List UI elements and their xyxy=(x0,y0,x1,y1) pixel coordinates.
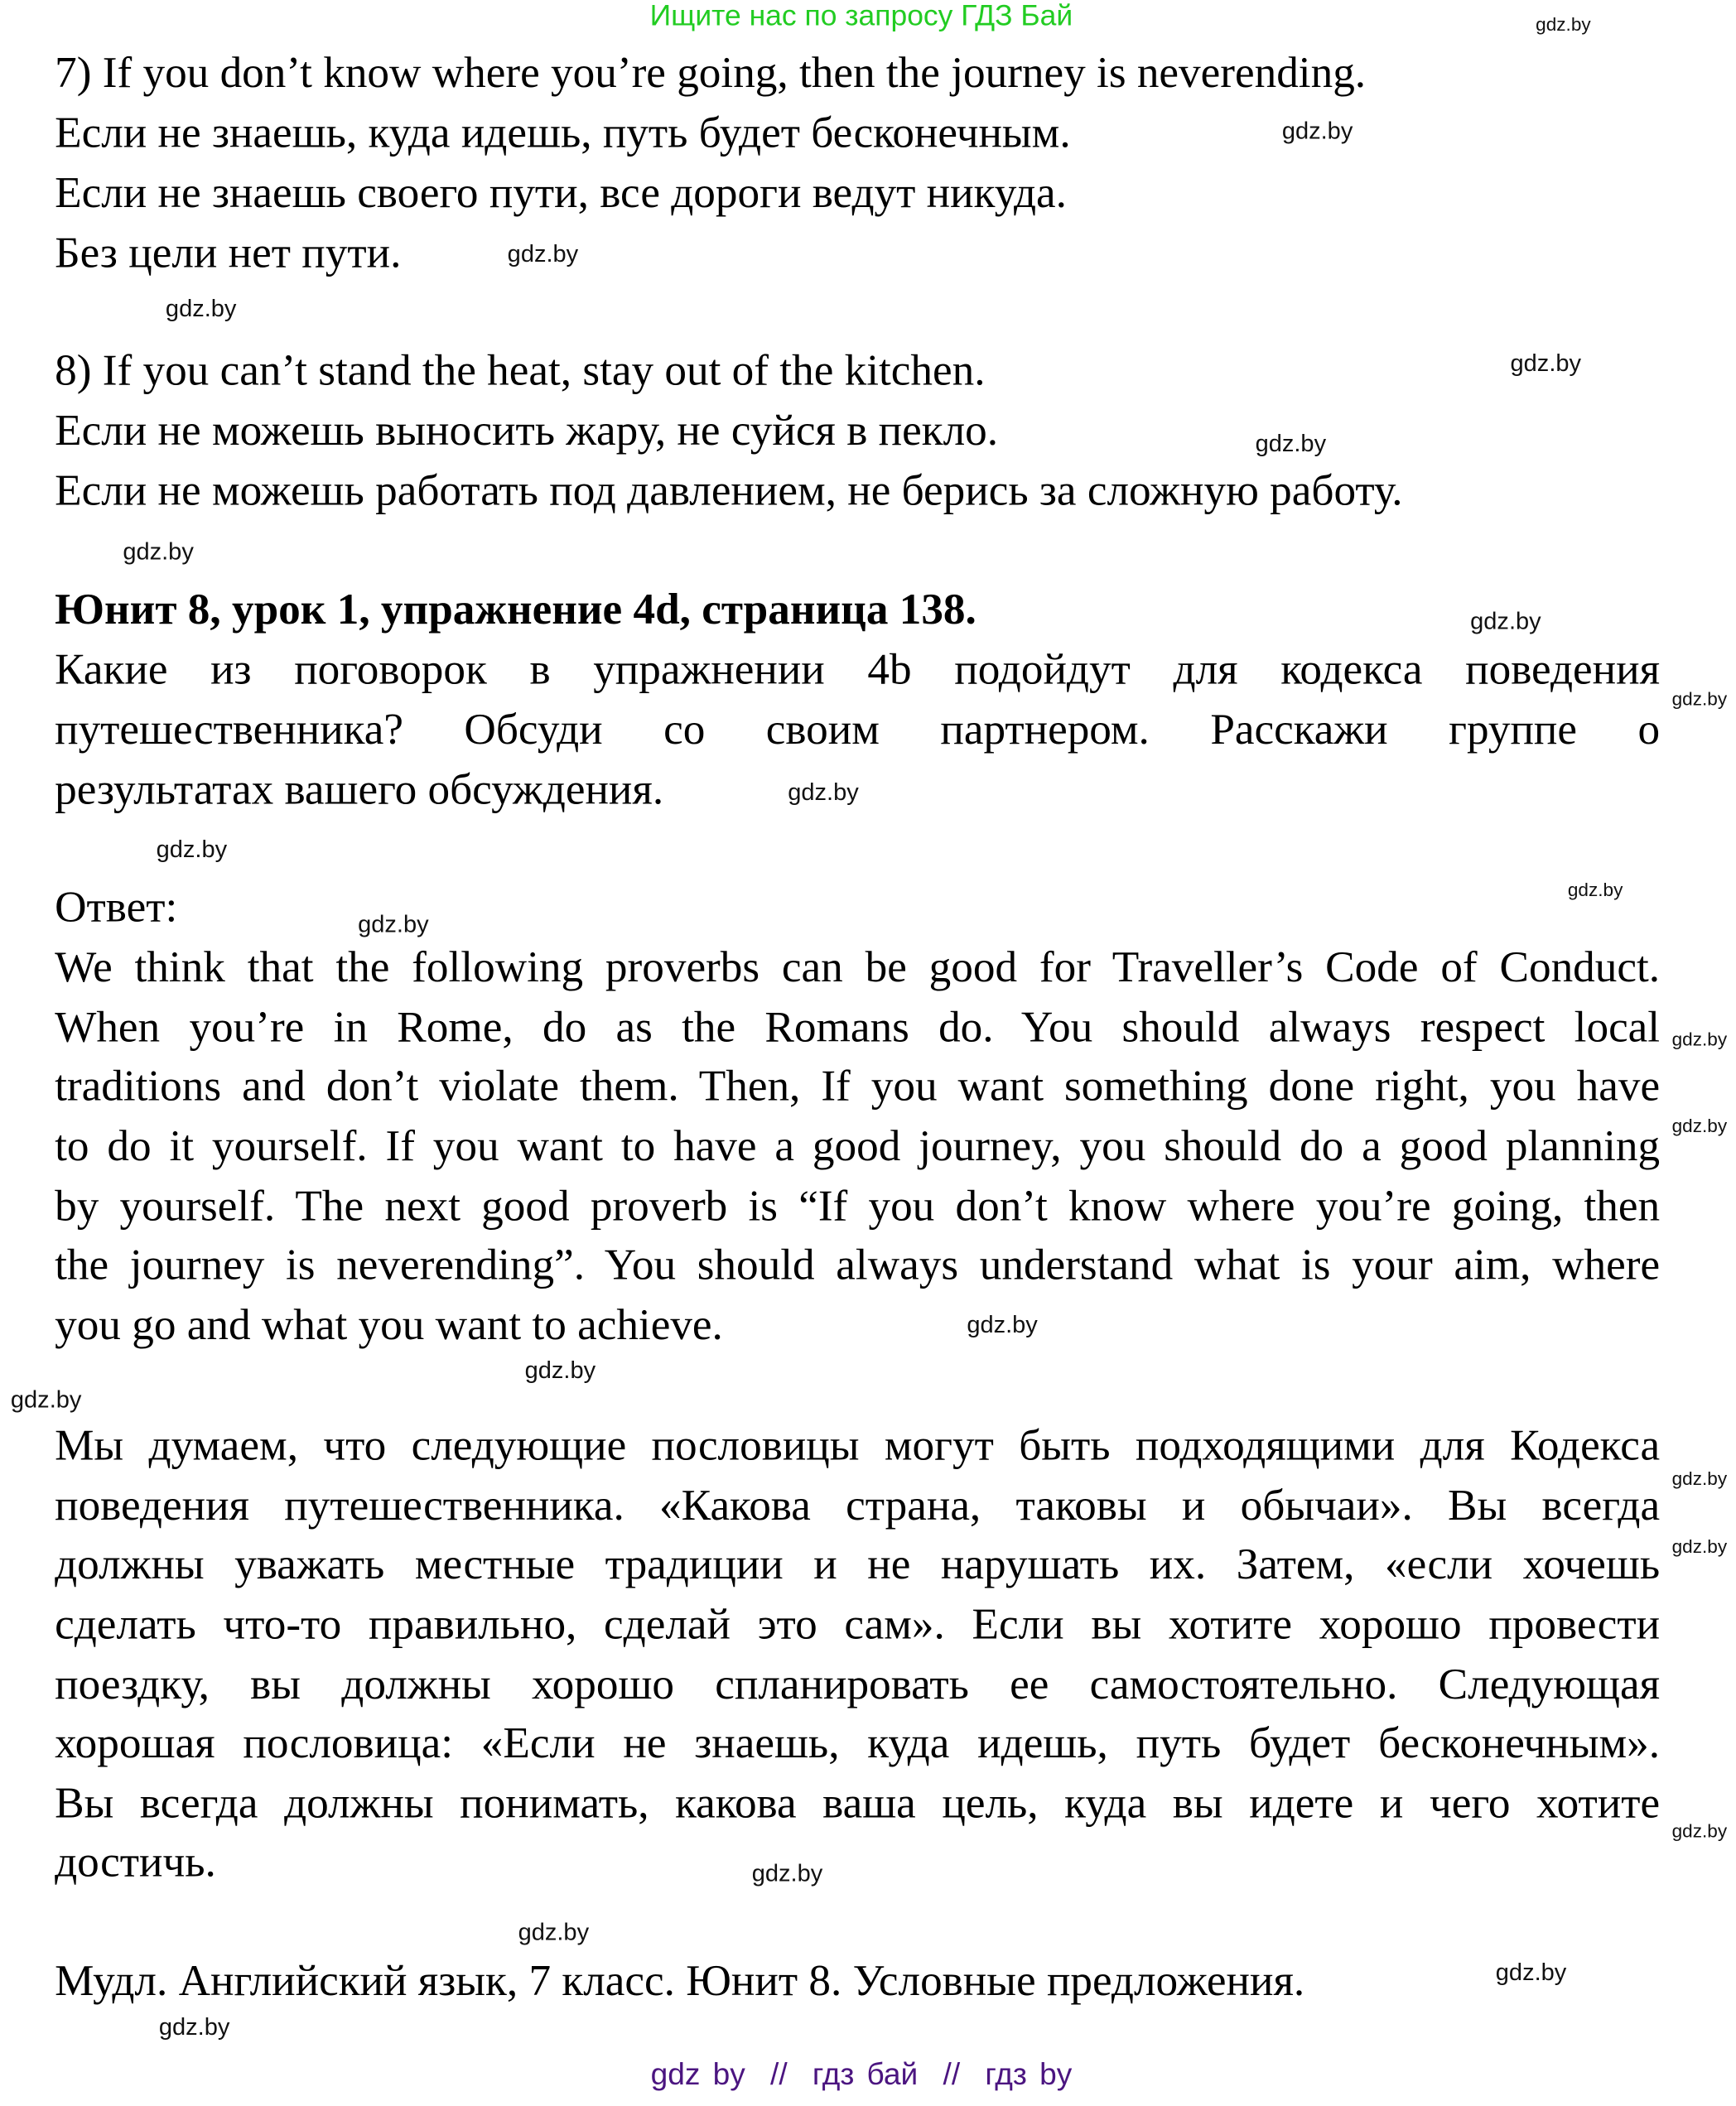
watermark: gdz.by xyxy=(1671,687,1728,710)
answer-en-line: to do it yourself. If you want to have a good journey, you should do a good planning xyxy=(55,1122,1661,1171)
exercise-heading: Юнит 8, урок 1, упражнение 4d, страница 138. xyxy=(55,586,976,634)
watermark: gdz.by xyxy=(10,1386,82,1413)
answer-en-line: We think that the following proverbs can be good for Traveller’s Code of Conduct. xyxy=(55,943,1661,992)
search-banner: Ищите нас по запросу ГДЗ Бай xyxy=(649,0,1073,32)
proverb-7-english: 7) If you don’t know where you’re going, then the journey is neverending. xyxy=(55,49,1367,98)
answer-ru-line: Вы всегда должны понимать, какова ваша цель, куда вы идете и чего хотите xyxy=(55,1780,1661,1829)
watermark: gdz.by xyxy=(1671,1467,1728,1489)
watermark: gdz.by xyxy=(1255,430,1327,457)
watermark: gdz.by xyxy=(165,295,237,322)
task-line: путешественника? Обсуди со своим партнером. Расскажи группе о xyxy=(55,706,1661,754)
watermark: gdz.by xyxy=(1671,1115,1728,1137)
source-caption: Мудл. Английский язык, 7 класс. Юнит 8. Условные предложения. xyxy=(55,1957,1305,2006)
watermark: gdz.by xyxy=(1470,607,1541,634)
watermark: gdz.by xyxy=(751,1859,823,1887)
answer-en-line: the journey is neverending”. You should always understand what is your aim, where xyxy=(55,1241,1661,1290)
watermark: gdz.by xyxy=(123,537,194,566)
answer-en-line: traditions and don’t violate them. Then, If you want something done right, you have xyxy=(55,1063,1661,1111)
answer-ru-line: достичь. xyxy=(55,1839,216,1887)
watermark: gdz.by xyxy=(518,1918,590,1946)
watermark: gdz.by xyxy=(1671,1819,1728,1842)
answer-ru-line: хорошая пословица: «Если не знаешь, куда идешь, путь будет бесконечным». xyxy=(55,1719,1661,1768)
proverb-7-translation: Если не знаешь, куда идешь, путь будет бесконечным. xyxy=(55,109,1071,158)
watermark: gdz.by xyxy=(1495,1959,1567,1986)
proverb-8-translation: Если не можешь выносить жару, не суйся в пекло. xyxy=(55,407,999,455)
watermark: gdz.by xyxy=(156,836,228,863)
watermark: gdz.by xyxy=(1671,1028,1728,1050)
watermark: gdz.by xyxy=(158,2013,230,2041)
watermark: gdz.by xyxy=(1510,349,1582,377)
answer-ru-line: поездку, вы должны хорошо спланировать ее самостоятельно. Следующая xyxy=(55,1660,1661,1709)
proverb-7-meaning-short: Без цели нет пути. xyxy=(55,229,402,278)
watermark: gdz.by xyxy=(507,240,579,267)
answer-en-line: by yourself. The next good proverb is “If you don’t know where you’re going, then xyxy=(55,1183,1661,1231)
answer-en-line: you go and what you want to achieve. xyxy=(55,1302,723,1351)
watermark: gdz.by xyxy=(1536,13,1591,35)
proverb-7-meaning: Если не знаешь своего пути, все дороги ведут никуда. xyxy=(55,169,1067,218)
answer-ru-line: поведения путешественника. «Какова страна, таковы и обычаи». Вы всегда xyxy=(55,1482,1661,1530)
task-line: Какие из поговорок в упражнении 4b подойдут для кодекса поведения xyxy=(55,646,1661,695)
watermark: gdz.by xyxy=(524,1357,596,1384)
answer-ru-line: Мы думаем, что следующие пословицы могут быть подходящими для Кодекса xyxy=(55,1422,1661,1471)
watermark: gdz.by xyxy=(358,910,429,937)
watermark: gdz.by xyxy=(967,1311,1038,1338)
footer-links[interactable]: gdz by // гдз бай // гдз by xyxy=(650,2055,1073,2091)
answer-ru-line: сделать что-то правильно, сделай это сам». Если вы хотите хорошо провести xyxy=(55,1601,1661,1650)
watermark: gdz.by xyxy=(1567,878,1623,900)
answer-ru-line: должны уважать местные традиции и не нарушать их. Затем, «если хочешь xyxy=(55,1540,1661,1589)
answer-en-line: When you’re in Rome, do as the Romans do. You should always respect local xyxy=(55,1004,1661,1053)
watermark: gdz.by xyxy=(1671,1535,1728,1557)
answer-label: Ответ: xyxy=(55,884,178,933)
proverb-8-english: 8) If you can’t stand the heat, stay out of the kitchen. xyxy=(55,347,986,396)
watermark: gdz.by xyxy=(788,778,859,806)
task-line: результатах вашего обсуждения. xyxy=(55,766,664,815)
proverb-8-meaning: Если не можешь работать под давлением, не берись за сложную работу. xyxy=(55,467,1403,516)
watermark: gdz.by xyxy=(1281,117,1353,145)
